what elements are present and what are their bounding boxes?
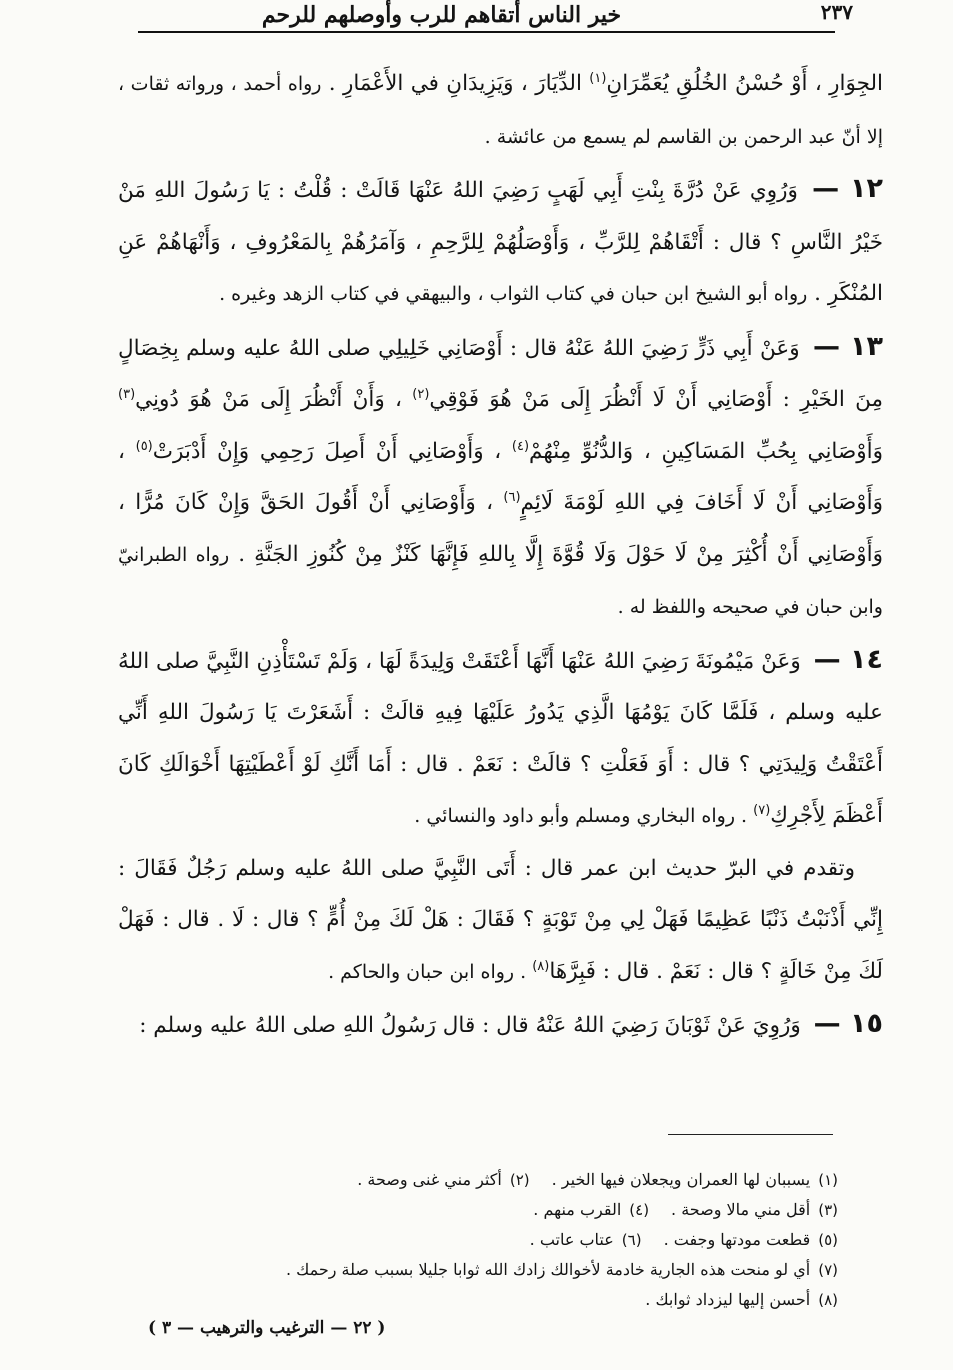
hadith-source: . رواه البخاري ومسلم وأبو داود والنسائي . bbox=[414, 805, 754, 827]
hadith-source: رواه أحمد ، ورواته ثقات ، إلا أنّ عبد الرحمن بن القاسم لم يسمع من عائشة . bbox=[118, 73, 883, 148]
footnote-rule bbox=[668, 1134, 833, 1135]
hadith-text: ، وَأَوْصَانِي أَنْ أَقُولَ الحَقَّ وَإِنْ كَانَ مُرًّا ، وَأَوْصَانِي أَنْ أُكْثِرَ مِنْ لَا حَوْلَ وَلَا قُوَّةَ إِلَّا بِاللهِ فَإِنَّهَا كَنْزٌ مِنْ كُنُوزِ الجَنَّةِ . bbox=[118, 490, 883, 567]
hadith-text: ، وَأَنْ أَنْظُرَ إِلَى مَنْ هُوَ دُونِي bbox=[135, 387, 413, 412]
hadith-text: وَرُوِي عَنْ دُرَّةَ بِنْتِ أَبِي لَهَبٍ رَضِيَ اللهُ عَنْهَا قَالَتْ : قُلْتُ : يَا رَسُولَ اللهِ مَنْ خَيْرُ النَّاسِ ؟ قال : أَتْقَاهُمْ لِلرَّبِّ ، وَأَوْصَلُهُمْ لِلرَّحِمِ ، وَآمَرُهُمْ بِالمَعْرُوفِ ، وَأَنْهَاهُمْ عَنِ المُنْكَرِ . bbox=[118, 178, 883, 306]
hadith-15 bbox=[118, 998, 883, 1052]
footnote-text: أكثر مني غنى وصحة . bbox=[357, 1170, 502, 1189]
footnote-line bbox=[160, 1195, 838, 1225]
page-header bbox=[140, 0, 853, 30]
footnote-ref: (٢) bbox=[412, 386, 430, 402]
hadith-text: ، وَأَوْصَانِي أَنْ لَا أَخَافَ فِي اللهِ لَوْمَةَ لَائِمٍ bbox=[118, 438, 883, 515]
footnote-line bbox=[160, 1165, 838, 1195]
hadith-number: ١٢ — bbox=[812, 173, 884, 204]
hadith-text: وَرُوِيَ عَنْ ثَوْبَانَ رَضِيَ اللهُ عَنْهُ قال : قال رَسُولُ اللهِ صلى اللهُ عليه وسلم : bbox=[139, 1013, 808, 1038]
footnote-ref: (٧) bbox=[753, 802, 771, 818]
hadith-13 bbox=[118, 321, 883, 634]
footnote-mark: (١) bbox=[818, 1171, 838, 1189]
footnote-ref: (٨) bbox=[532, 958, 550, 974]
footnote-text: يسببان لها العمران ويجعلان فيها الخير . bbox=[551, 1170, 811, 1189]
hadith-12 bbox=[118, 163, 883, 321]
footnotes bbox=[160, 1165, 838, 1315]
footnote-text: أقل مني مالا وصحة . bbox=[671, 1200, 811, 1219]
footnote-text: أي لو منحت هذه الجارية خادمة لأخوالك زادك الله ثوابا جليلا بسبب صلة رحمك . bbox=[285, 1260, 811, 1279]
signature-mark: ( ٢٢ — الترغيب والترهيب — ٣ ) bbox=[148, 1318, 386, 1338]
footnote-line bbox=[160, 1225, 838, 1255]
footnote-line bbox=[160, 1285, 838, 1315]
hadith-source: رواه أبو الشيخ ابن حبان في كتاب الثواب ، والبيهقي في كتاب الزهد وغيره . bbox=[219, 283, 808, 305]
footnote-ref: (٥) bbox=[135, 438, 153, 454]
hadith-number: ١٤ — bbox=[813, 643, 883, 675]
main-text bbox=[118, 58, 883, 1052]
footnote-ref: (٦) bbox=[503, 489, 521, 505]
header-rule bbox=[138, 31, 835, 33]
footnote-mark: (٧) bbox=[818, 1261, 838, 1279]
footnote-ref: (١) bbox=[589, 70, 607, 86]
footnote-ref: (٤) bbox=[511, 438, 530, 454]
footnote-ref: (٣) bbox=[118, 386, 136, 402]
footnote-text: قطعت مودتها وجفت . bbox=[663, 1230, 811, 1249]
hadith-text: وتقدم في البرّ حديث ابن عمر قال : أَتَى النَّبِيَّ صلى اللهُ عليه وسلم رَجُلٌ فَقَالَ : إِنِّي أَذْنَبْتُ ذَنْبًا عَظِيمًا فَهَلْ لِي مِنْ تَوْبَةٍ ؟ فَقَالَ : هَلْ لَكَ مِنْ أُمٍّ ؟ قال : لَا . قال : فَهَلْ لَكَ مِنْ خَالَةٍ ؟ قال : نَعَمْ . قال : فَبِرَّهَا bbox=[118, 855, 883, 984]
page-number: ٢٣٧ bbox=[820, 0, 853, 24]
running-title: خير الناس أتقاهم للرب وأوصلهم للرحم bbox=[261, 2, 622, 28]
hadith-number: ١٣ — bbox=[813, 330, 883, 362]
footnote-text: عتاب عاتب . bbox=[529, 1230, 614, 1249]
footnote-mark: (٤) bbox=[629, 1201, 650, 1219]
hadith-text: وَأَوْصَانِي بِحُبِّ المَسَاكِينِ ، وَالدُّنُوِّ مِنْهُمْ bbox=[529, 438, 883, 464]
hadith-text: ، وَأَوْصَانِي أَنْ أَصِلَ رَحِمِي وَإِنْ أَدْبَرَتْ bbox=[152, 438, 512, 464]
hadith-number: ١٥ — bbox=[813, 1008, 883, 1039]
footnote-mark: (٢) bbox=[509, 1171, 530, 1189]
footnote-text: أحسن إليها ليزداد ثوابك . bbox=[645, 1290, 811, 1309]
hadith-source: رواه الطبرانيّ وابن حبان في صحيحه واللفظ له . bbox=[118, 543, 883, 618]
paragraph-continuation bbox=[118, 58, 883, 163]
footnote-mark: (٦) bbox=[621, 1231, 642, 1249]
footnote-mark: (٥) bbox=[818, 1231, 838, 1249]
footnote-mark: (٣) bbox=[818, 1201, 838, 1219]
cross-reference-note bbox=[118, 843, 883, 999]
hadith-14 bbox=[118, 634, 883, 843]
footnote-text: القرب منهم . bbox=[533, 1200, 622, 1219]
hadith-text: الدِّيَارَ ، وَيَزِيدَانِ في الأَعْمَارِ . bbox=[321, 71, 590, 96]
footnote-mark: (٨) bbox=[818, 1291, 838, 1309]
hadith-source: . رواه ابن حبان والحاكم . bbox=[328, 960, 533, 983]
hadith-text: وَعَنْ مَيْمُونَةَ رَضِيَ اللهُ عَنْهَا أَنَّهَا أَعْتَقَتْ وَلِيدَةً لَهَا ، وَلَمْ تَسْتَأْذِنِ النَّبِيَّ صلى اللهُ عليه وسلم ، فَلَمَّا كَانَ يَوْمُهَا الَّذِي يَدُورُ عَلَيْهَا فِيهِ قالَتْ : أَشَعَرْتَ يَا رَسُولَ اللهِ أَنِّي أَعْتَقْتُ وَلِيدَتِي ؟ قال : أَوَ فَعَلْتِ ؟ قالَتْ : نَعَمْ . قال : أَمَا أَنَّكِ لَوْ أَعْطَيْتِهَا أَخْوَالَكِ كَانَ أَعْظَمَ لِأَجْرِكِ bbox=[118, 648, 883, 828]
footnote-line bbox=[160, 1255, 838, 1285]
hadith-text: الجِوَارِ ، أَوْ حُسْنُ الخُلُقِ يُعَمِّرَانِ bbox=[606, 71, 883, 96]
hadith-text: وَعَنْ أَبِي ذَرٍّ رَضِيَ اللهُ عَنْهُ قال : أَوْصَانِي خَلِيلِي صلى اللهُ عليه وسلم بِخِصَالٍ مِنَ الخَيْرِ : أَوْصَانِي أَنْ لَا أَنْظُرَ إِلَى مَنْ هُوَ فَوْقِي bbox=[118, 335, 884, 412]
